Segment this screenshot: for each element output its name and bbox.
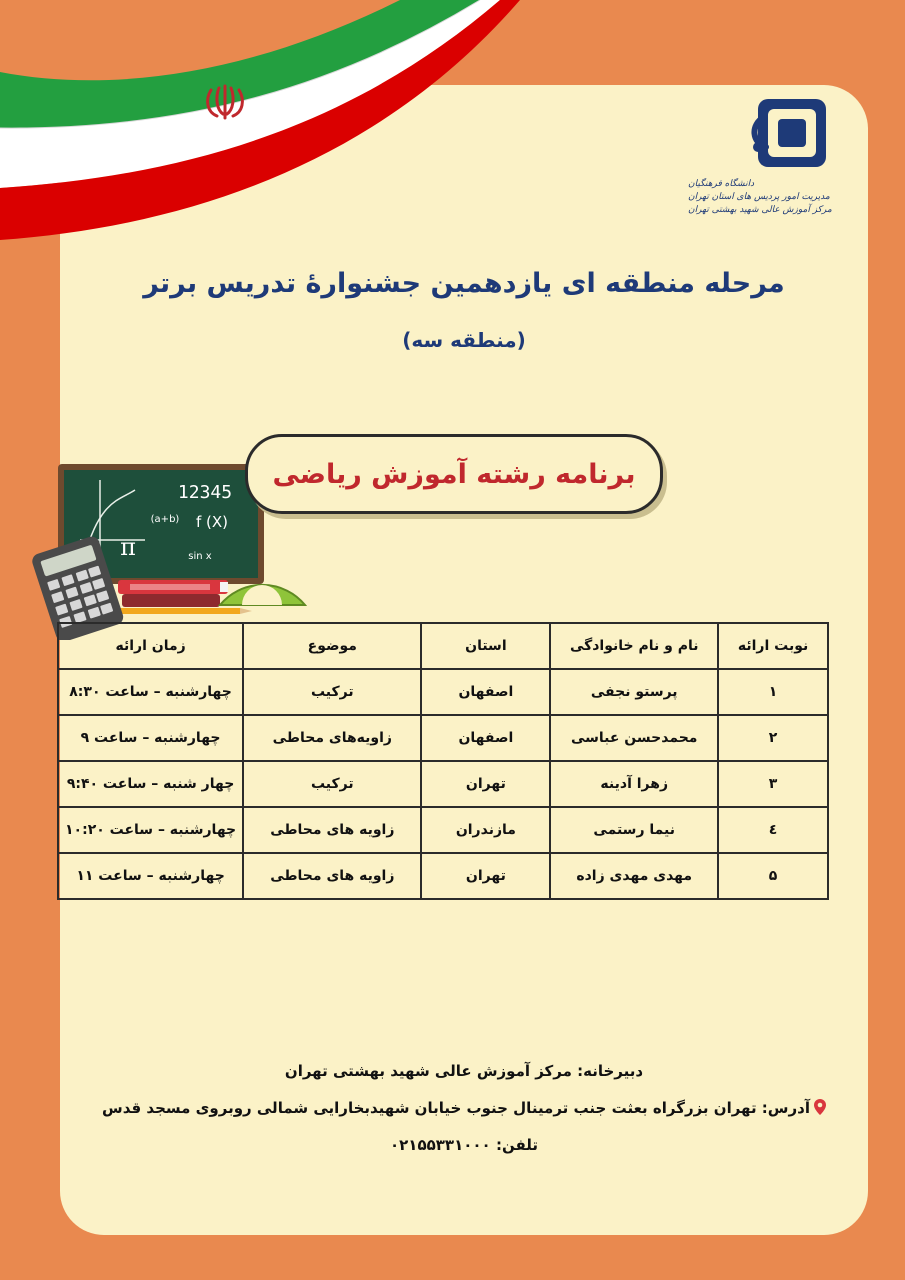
cell-order: ۱ <box>718 669 828 715</box>
cell-order: ۲ <box>718 715 828 761</box>
cell-order: ۵ <box>718 853 828 899</box>
board-sin: sin x <box>188 551 212 562</box>
table-header-row <box>58 623 828 669</box>
cell-time: چهارشنبه – ساعت ۱۰:۲۰ <box>58 807 243 853</box>
logo-line-2: مدیریت امور پردیس های استان تهران <box>688 192 830 202</box>
footer-phone: تلفن: ۰۲۱۵۵۳۳۱۰۰۰ <box>390 1136 538 1154</box>
logo-line-3: مرکز آموزش عالی شهید بهشتی تهران <box>688 205 832 215</box>
col-header-province: استان <box>421 623 550 669</box>
footer-address-line <box>60 1099 868 1117</box>
col-header-order: نوبت ارائه <box>718 623 828 669</box>
cell-topic: زاویه‌های محاطی <box>243 715 421 761</box>
cell-time: چهار شنبه – ساعت ۹:۴۰ <box>58 761 243 807</box>
cell-province: اصفهان <box>421 715 550 761</box>
table-row <box>58 853 828 899</box>
board-numbers: 12345 <box>177 482 233 503</box>
cell-province: تهران <box>421 853 550 899</box>
cell-province: تهران <box>421 761 550 807</box>
pencil-icon <box>120 608 252 614</box>
cell-topic: زاویه های محاطی <box>243 853 421 899</box>
table-row <box>58 807 828 853</box>
cell-province: اصفهان <box>421 669 550 715</box>
table-row <box>58 669 828 715</box>
cell-time: چهارشنبه – ساعت ۸:۳۰ <box>58 669 243 715</box>
cell-name: مهدی مهدی زاده <box>550 853 718 899</box>
col-header-topic: موضوع <box>243 623 421 669</box>
protractor-icon <box>220 585 305 605</box>
cell-order: ٤ <box>718 807 828 853</box>
cell-time: چهارشنبه – ساعت ۱۱ <box>58 853 243 899</box>
table-row <box>58 715 828 761</box>
cell-topic: زاویه های محاطی <box>243 807 421 853</box>
board-pi: π <box>120 533 136 561</box>
cell-time: چهارشنبه – ساعت ۹ <box>58 715 243 761</box>
books-icon <box>118 580 228 607</box>
cell-province: مازندران <box>421 807 550 853</box>
cell-topic: ترکیب <box>243 761 421 807</box>
footer-secretariat: دبیرخانه: مرکز آموزش عالی شهید بهشتی تهران <box>284 1062 644 1080</box>
footer-address: آدرس: تهران بزرگراه بعثت جنب ترمینال جنوب خیابان شهیدبخارایی شمالی روبروی مسجد قدس <box>102 1099 810 1117</box>
cell-name: زهرا آدینه <box>550 761 718 807</box>
board-expr-2: f (X) <box>195 513 229 531</box>
col-header-name: نام و نام خانوادگی <box>550 623 718 669</box>
cell-order: ۳ <box>718 761 828 807</box>
program-badge <box>245 434 663 514</box>
cell-name: پرستو نجفی <box>550 669 718 715</box>
location-pin-icon <box>814 1099 826 1115</box>
schedule-table <box>57 622 829 900</box>
program-label: برنامه رشته آموزش ریاضی <box>272 458 636 490</box>
table-row <box>58 761 828 807</box>
page-title: مرحله منطقه ای یازدهمین جشنوارهٔ تدریس برتر <box>143 268 785 299</box>
logo-line-1: دانشگاه فرهنگیان <box>688 179 755 189</box>
cell-name: نیما رستمی <box>550 807 718 853</box>
board-expr-1: (a+b) <box>150 514 180 525</box>
cell-topic: ترکیب <box>243 669 421 715</box>
page-subtitle: (منطقه سه) <box>402 328 526 352</box>
col-header-time: زمان ارائه <box>58 623 243 669</box>
university-logo-icon <box>720 95 850 245</box>
cell-name: محمدحسن عباسی <box>550 715 718 761</box>
university-logo-text <box>688 178 848 217</box>
